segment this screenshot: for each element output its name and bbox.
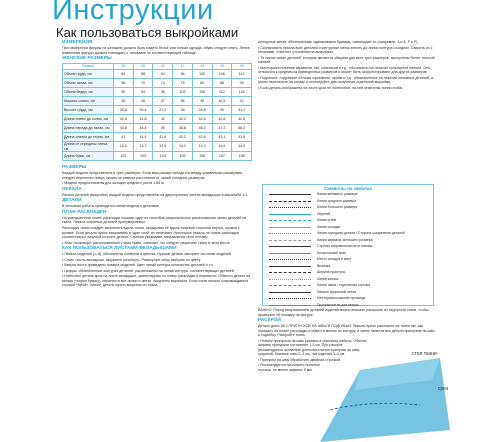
symbol-line-sample (269, 194, 311, 195)
table-cell: 41,6 (114, 115, 134, 124)
symbol-label: Месторасположение пуговицы (317, 296, 366, 300)
table-cell: 41,8 (153, 133, 173, 142)
table-cell: 43,1 (212, 133, 232, 142)
symbol-label: Вытачка (317, 263, 331, 268)
table-cell: Объем бедер, см (63, 88, 114, 97)
symbol-line-sample (269, 233, 311, 234)
table-cell: 90 (114, 88, 134, 97)
symbols-list (263, 191, 433, 308)
table-cell: 36 (133, 97, 153, 106)
table-cell: 108 (232, 152, 252, 161)
symbol-label: Начало прорезной петли (317, 289, 357, 294)
symbol-line-sample (269, 298, 311, 299)
table-cell: 26,4 (133, 106, 153, 115)
table-cell: 42 (153, 115, 173, 124)
table-header-cell: 40 (153, 64, 173, 70)
table-header-cell: Размер (63, 64, 114, 70)
table-row (63, 124, 252, 133)
section-heading: ИЗМЕРЕНИЯ (62, 40, 93, 45)
table-cell: 14,3 (192, 142, 212, 152)
illustration-label: стол ткани (412, 351, 437, 357)
symbol-line-sample (269, 259, 311, 260)
symbols-title: Символы на лекалах (323, 186, 372, 191)
table-cell: 66 (114, 79, 134, 88)
table-cell: 102 (114, 152, 134, 161)
table-cell: 41,4 (133, 133, 153, 142)
table-cell: 28 (173, 106, 193, 115)
symbol-line-sample (269, 220, 311, 221)
paragraph: На уменьшенном плане раскладки показан один из способов рационального расположения лекал деталей на ткани. Лекала основных деталей пронумерованы. (62, 215, 247, 225)
table-header-cell: 36 (114, 64, 134, 70)
table-row (63, 133, 252, 142)
table-cell: 112 (232, 70, 252, 79)
table-cell: 42,4 (192, 115, 212, 124)
table-row (63, 79, 252, 88)
symbol-label: Линия складки (317, 224, 341, 229)
symbol-line-sample (269, 207, 311, 208)
paragraph: • Рекомендуется проложить прочные строчки, не менее ширины 5 мм. (258, 363, 320, 373)
paragraph: • Если деталь изображена на листе кроя не полностью, на ней отмечены линии сгиба. (258, 85, 403, 90)
table-cell: 42,8 (232, 115, 252, 124)
table-cell: 42,6 (192, 133, 212, 142)
table-cell: Высота груди, см (63, 106, 114, 115)
symbol-line-sample (269, 285, 311, 286)
table-row (63, 106, 252, 115)
table-header-cell: 48 (232, 64, 252, 70)
symbol-label: Линии швов / отделочная строчка (317, 283, 371, 287)
table-cell: 42,2 (173, 115, 193, 124)
symbol-label: Линия большего размера (317, 205, 358, 209)
table-cell: 14,9 (232, 142, 252, 152)
paragraph: • Цифры, обозначенные контурах деталей, расположены на линии контура, соответствующих деталей. (62, 268, 235, 273)
table-row (63, 97, 252, 106)
table-cell: 41 (114, 133, 134, 142)
table-cell: 96 (173, 70, 193, 79)
symbol-label: Линия середины детали / Сторона соединения деталей (317, 231, 405, 235)
table-cell: 105 (173, 152, 193, 161)
symbol-label: Линия запаса (317, 276, 339, 281)
page-title: Инструкции (52, 0, 214, 26)
table-cell: 31,2 (232, 106, 252, 115)
page-subtitle: Как пользоваться выкройками (56, 25, 239, 40)
paragraph: • Припуски на швы обработать двойной строчкой. (258, 357, 342, 362)
symbol-label: Линии кармана, меньшего размера (317, 237, 373, 242)
table-row (63, 88, 252, 97)
paragraph: ВАЖНО: Перед выкраиванием деталей изделия можно вначале раскроить из недорогой ткани, чтобы проверить её посадку на фигуре. (258, 308, 429, 317)
table-cell: 112 (212, 88, 232, 97)
table-cell: 104 (153, 152, 173, 161)
table-cell: 27,2 (153, 106, 173, 115)
symbol-line-sample (269, 201, 311, 202)
table-header-cell: 42 (173, 64, 193, 70)
paragraph: Лекала деталей (выкройки) каждой модели представлены на двусторонних листах-вкладышах в масштабе 1:1. (62, 192, 249, 197)
table-cell: 88 (133, 70, 153, 79)
table-cell: 13,7 (133, 142, 153, 152)
right-column (258, 40, 436, 91)
paragraph: При измерении фигуры на женщине должно быть надето бельё или тонкая одежда, обувь следует снять. Лента измерения фигуры должна совпадать с типовыми по соответствующей таблице. (62, 46, 250, 55)
table-cell: Длина спины до талии, см (63, 115, 114, 124)
table-cell: 74 (153, 79, 173, 88)
symbol-line-sample (269, 279, 311, 280)
paragraph: • Найти все детали кроя на листе-вкладыше, ориентируясь по плану раскладки и перевести. Обвести детали на кальку (тонкую бумагу), перенести все линии и метки. Аккуратно вырежьте. Если готов лекала сопровождается строкой «Крой», значит, деталь нужно выкроить из ткани. (62, 274, 251, 288)
table-row (63, 115, 252, 124)
table-header-cell: 38 (133, 64, 153, 70)
table-cell: 40,5 (212, 97, 232, 106)
paragraph: • Снять листы-вкладыши, аккуратно разогнуть. Размерную сетку выбрать по цвету. (62, 257, 201, 262)
table-cell: Ширина спины, см (63, 97, 114, 106)
symbol-label: Контрольный знак (317, 250, 346, 255)
left-column (62, 40, 252, 289)
table-cell: 14,1 (173, 142, 193, 152)
symbol-line-sample (269, 214, 311, 215)
size-table (62, 63, 252, 161)
symbol-line-sample (269, 266, 311, 267)
paragraph: Детали даны БЕЗ ПРИПУСКОВ НА ШВЫ И ПОДГИБКИ! Лекала нужно разложить на ткани так, как показано на плане раскладки и обвести мелом по контуру, а затем нанести все детали припусков на швы и подгибку. Раскройте ткань. (258, 324, 435, 338)
section-heading: ЖЕНСКИЕ РАЗМЕРЫ (62, 56, 112, 62)
symbol-line-sample (269, 305, 311, 306)
table-cell: 42,2 (173, 133, 193, 142)
table-cell: 88 (212, 79, 232, 88)
table-cell: Объем груди, см (63, 70, 114, 79)
table-cell: 14,6 (212, 142, 232, 152)
table-cell: 43,8 (114, 124, 134, 133)
table-cell: 118 (232, 88, 252, 97)
table-cell: 28,8 (192, 106, 212, 115)
table-cell: 84 (114, 70, 134, 79)
illustration-label: срез (438, 386, 449, 392)
table-cell: 106 (212, 70, 232, 79)
symbol-label: Место складок и мест (317, 257, 352, 261)
table-cell: 25,8 (114, 106, 134, 115)
paragraph: • Вверху листа приведены номера моделей. Цвет линий контура количество деталей и т.п. (62, 263, 214, 268)
table-cell: 43,6 (232, 133, 252, 142)
table-cell: 44,4 (133, 124, 153, 133)
symbol-label: Линия среднего размера (317, 198, 357, 203)
paragraph: • Лекала моделей (1–6), обозначены номером и цветом. Нужные детали смотрите на схеме моделей. (62, 252, 233, 257)
table-cell: 41,8 (133, 115, 153, 124)
table-cell: 100 (192, 70, 212, 79)
paragraph: Раскладку ткани следует выполнять вдоль ткани, складывая её вдоль лицевой стороной внутрь, кромка к кромке. Если детали нужно выкраивать в один слой, их отмечают. Некоторые лекала на плане раскладки соответствуют лицевой стороне детали. Стрелки указывают направление нити основы. (62, 226, 240, 240)
section-heading: ДЕТАЛИ (62, 198, 82, 204)
table-cell: 37 (153, 97, 173, 106)
paragraph: • Подгоните, подрежьте обтачки горловины, пройм и т.д., обозначенные на лекалах основных деталей, а затем перенесите на кальку и откопируйте для получения отдельной выкройки. (258, 75, 434, 85)
table-cell: 45,6 (173, 124, 193, 133)
symbol-line-sample (269, 246, 311, 247)
table-header-cell: 44 (192, 64, 212, 70)
section-heading: ЛЕКАЛА (62, 186, 82, 192)
symbol-label: Ширина приступа (317, 270, 345, 274)
paragraph: • Скопировать лекала всех деталей и контурные метки вплоть до линии контура соседних. Сверить их с лекалами, отметить уточнения на выкройках. (258, 45, 433, 55)
paragraph: • Те линии лекал деталей, которые являются общими для всех трех размеров, вычерчены более толстой линией. (258, 55, 435, 65)
table-cell: Длина спинки до талии, см (63, 133, 114, 142)
table-cell: 78 (173, 79, 193, 88)
table-cell: 38 (173, 97, 193, 106)
table-cell: Длина брюк, см (63, 152, 114, 161)
paragraph: • Размер припусков на швы указаны в описании работы. Обычно ширина припусков составляет 1,5 см. При раскрое рекомендуется оставлять дополнительные припуски на швы, шириной: боковые швы 2–3 см, низ изделия 3–4 см. (258, 338, 367, 357)
table-row (63, 152, 252, 161)
section-heading: РАЗМЕРЫ (62, 165, 87, 171)
table-cell: Длина от середины плеча, см (63, 142, 114, 152)
table-cell: 82 (192, 79, 212, 88)
symbol-label: Стрелка направления нити основы (317, 244, 373, 248)
section-heading: КАК ПОЛЬЗОВАТЬСЯ ЛИСТАМИ-ВКЛАДЫШАМИ (62, 246, 177, 252)
table-header-cell: 46 (212, 64, 232, 70)
table-cell: 102 (173, 88, 193, 97)
paragraph: В описании работы приводится схема модели с деталями. (62, 204, 160, 209)
symbol-label: Перегиб (317, 211, 331, 216)
table-cell: 107 (212, 152, 232, 161)
symbol-line-sample (269, 253, 311, 254)
table-cell: 30 (212, 106, 232, 115)
section-heading: ПЛАН РАСКЛАДКИ (62, 209, 107, 215)
table-cell: 94 (232, 79, 252, 88)
symbol-line-sample (269, 292, 311, 293)
symbol-line-sample (269, 240, 311, 241)
paragraph: • Знак «ножницы» расположенный у края ткани, означает, что следует разрезать ткань в этом месте. (62, 240, 231, 245)
table-cell: 47,2 (212, 124, 232, 133)
table-cell: Длина переда до талии, см (63, 124, 114, 133)
table-cell: 35 (114, 97, 134, 106)
section-heading: РАСКРОЙ (258, 318, 281, 324)
symbol-line-sample (269, 272, 311, 273)
table-cell: 103 (133, 152, 153, 161)
table-cell: 13,5 (114, 142, 134, 152)
paragraph: контурные метки, обозначенные одинаковыми буквами, совмещают их (например, A и A, F и F). (258, 40, 419, 44)
paragraph: • Модели предназначены для женщин среднего роста 1,65 м. (62, 181, 165, 186)
table-cell: 94 (133, 88, 153, 97)
symbol-label: Линия сгиба (317, 218, 337, 222)
symbol-label: Прочная петля для петель (317, 302, 359, 307)
table-cell: 42 (232, 97, 252, 106)
symbol-line-sample (269, 227, 311, 228)
table-cell: 106 (192, 152, 212, 161)
table-cell: 70 (133, 79, 153, 88)
table-row (63, 142, 252, 152)
symbol-label: Линия меньшего размера (317, 192, 358, 196)
fabric-fold-illustration (300, 350, 450, 442)
symbols-legend (262, 184, 434, 306)
table-cell: 92 (153, 70, 173, 79)
table-cell: 13,9 (153, 142, 173, 152)
table-cell: 48,2 (232, 124, 252, 133)
table-cell: 106 (192, 88, 212, 97)
table-cell: 42,6 (212, 115, 232, 124)
table-cell: 45 (153, 124, 173, 133)
paragraph: Каждой модели представлена в трех размерах. Если ваш размер находится между указанными размерами, следует перенести новую линию на равном расстоянии от линий соседних размеров. (62, 171, 244, 180)
table-cell: 98 (153, 88, 173, 97)
paragraph: • Месторасположение карманов, пат, хлястиков и т.д., обозначено на лекалах пунктирной линией. Оно относится к средним из приведенных размеров и может быть скорректировано для других размеров. (258, 65, 431, 75)
table-cell: Объем талии, см (63, 79, 114, 88)
table-cell: 46,2 (192, 124, 212, 133)
table-cell: 39 (192, 97, 212, 106)
table-row (63, 70, 252, 79)
